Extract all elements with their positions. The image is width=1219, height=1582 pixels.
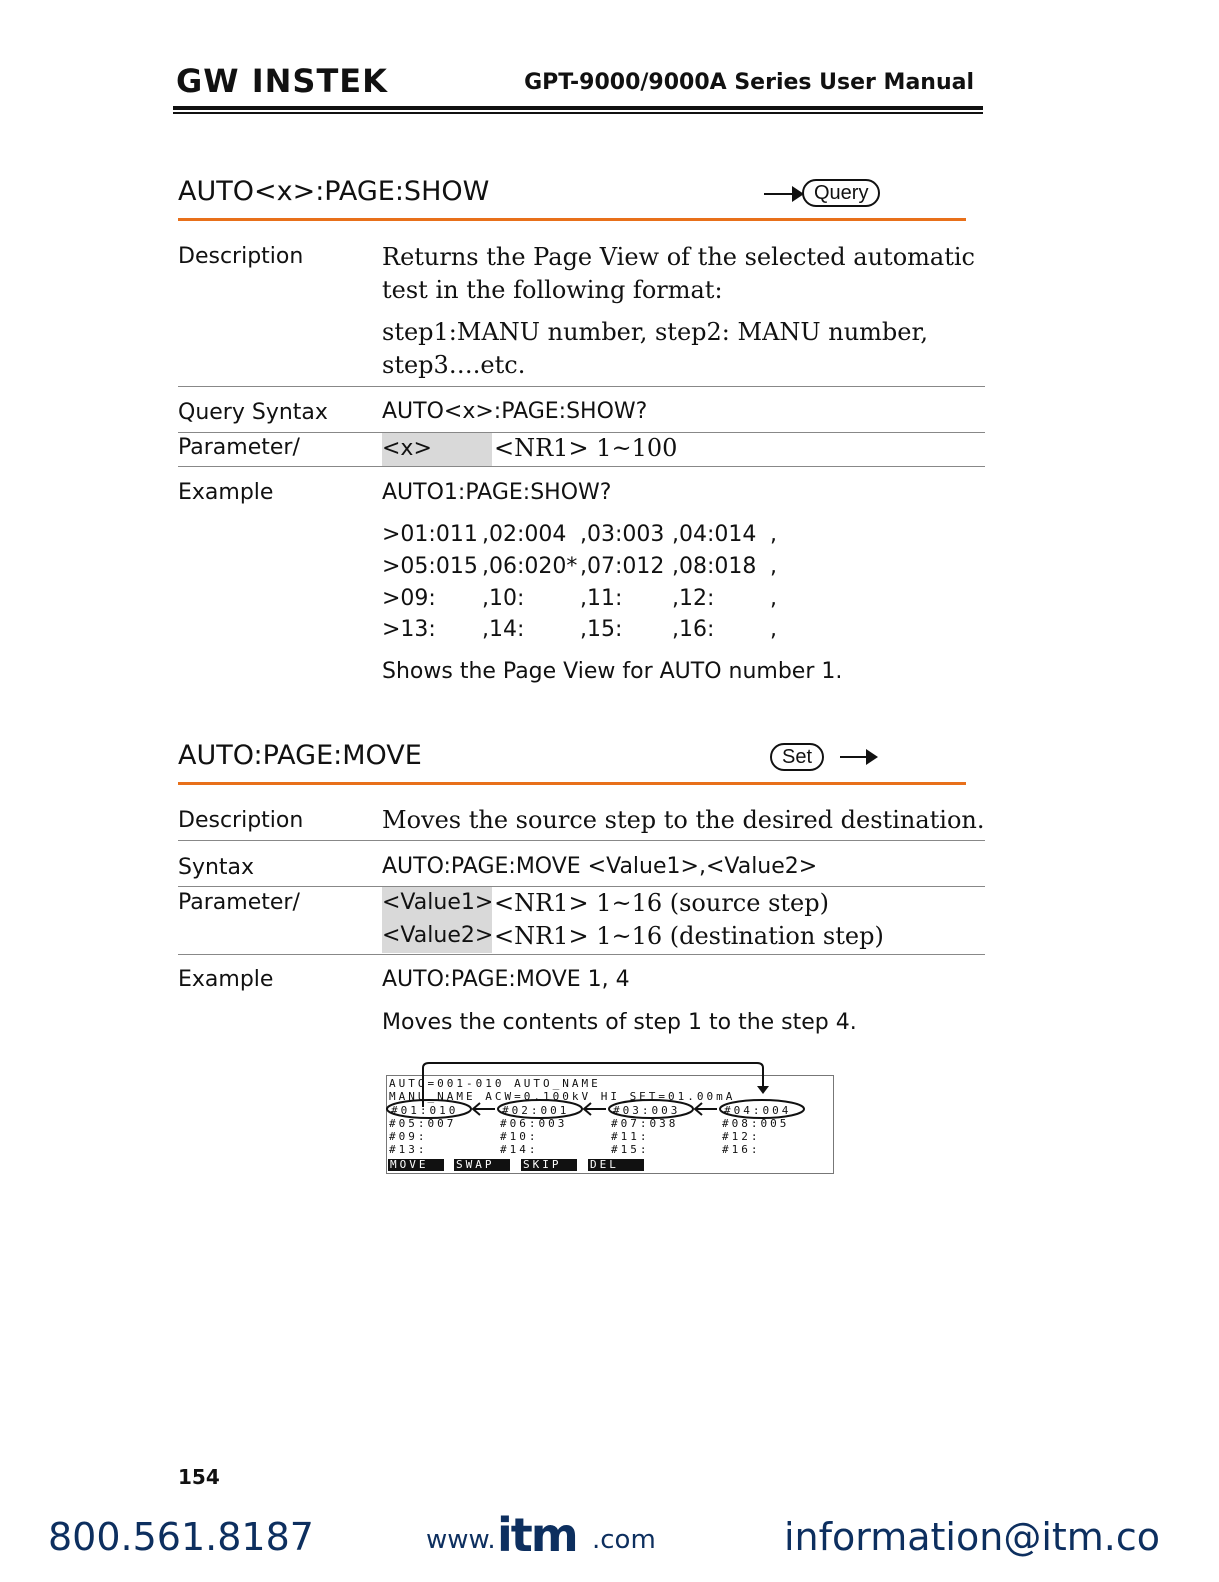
section-title-page-show: AUTO<x>:PAGE:SHOW bbox=[178, 176, 490, 207]
softkey-del: DEL bbox=[588, 1159, 644, 1171]
lcd-step: #11: bbox=[611, 1130, 650, 1143]
lcd-step: #07:038 bbox=[611, 1117, 679, 1130]
divider bbox=[178, 466, 985, 467]
lcd-step: #02:001 bbox=[502, 1104, 570, 1117]
page-number: 154 bbox=[178, 1465, 220, 1489]
lcd-step: #12: bbox=[722, 1130, 761, 1143]
parameter-value: <NR1> 1~16 (destination step) bbox=[494, 922, 884, 950]
example-label: Example bbox=[178, 480, 274, 505]
softkey-move: MOVE bbox=[388, 1159, 444, 1171]
example-note: Moves the contents of step 1 to the step 4. bbox=[382, 1010, 857, 1035]
lcd-step: #16: bbox=[722, 1143, 761, 1156]
description-line: step1:MANU number, step2: MANU number, bbox=[382, 318, 928, 346]
divider bbox=[178, 386, 985, 387]
section-title-page-move: AUTO:PAGE:MOVE bbox=[178, 740, 422, 771]
query-syntax-value: AUTO<x>:PAGE:SHOW? bbox=[382, 399, 648, 424]
example-note: Shows the Page View for AUTO number 1. bbox=[382, 659, 843, 684]
divider bbox=[178, 886, 985, 887]
footer-phone: 800.561.8187 bbox=[48, 1515, 314, 1559]
description-line: Moves the source step to the desired destination. bbox=[382, 806, 985, 834]
example-label: Example bbox=[178, 967, 274, 992]
lcd-step: #06:003 bbox=[500, 1117, 568, 1130]
divider bbox=[178, 954, 985, 955]
lcd-line: MANU_NAME ACW=0.100kV HI_SET=01.00mA bbox=[389, 1090, 736, 1103]
lcd-screen-figure bbox=[386, 1075, 834, 1174]
example-command: AUTO1:PAGE:SHOW? bbox=[382, 480, 612, 505]
description-label: Description bbox=[178, 808, 304, 833]
lcd-step: #01:010 bbox=[391, 1104, 459, 1117]
manual-title: GPT-9000/9000A Series User Manual bbox=[524, 70, 974, 95]
lcd-step: #14: bbox=[500, 1143, 539, 1156]
lcd-step: #10: bbox=[500, 1130, 539, 1143]
lcd-step: #13: bbox=[389, 1143, 428, 1156]
lcd-step: #08:005 bbox=[722, 1117, 790, 1130]
description-line: test in the following format: bbox=[382, 276, 723, 304]
softkey-swap: SWAP bbox=[454, 1159, 510, 1171]
parameter-name: <Value1> bbox=[382, 890, 494, 915]
description-line: step3….etc. bbox=[382, 351, 526, 379]
footer-web-suffix: .com bbox=[592, 1525, 656, 1555]
set-arrow-icon bbox=[866, 749, 878, 765]
parameter-label: Parameter/ bbox=[178, 890, 300, 915]
parameter-value: <NR1> 1~100 bbox=[494, 434, 678, 462]
move-path-arrow bbox=[423, 1063, 763, 1107]
step-circle bbox=[387, 1100, 471, 1118]
parameter-name: <Value2> bbox=[382, 923, 494, 948]
query-syntax-label: Query Syntax bbox=[178, 400, 328, 425]
description-label: Description bbox=[178, 244, 304, 269]
step-circle bbox=[609, 1100, 693, 1118]
footer-web-prefix: www. bbox=[426, 1525, 496, 1555]
parameter-label: Parameter/ bbox=[178, 435, 300, 460]
example-command: AUTO:PAGE:MOVE 1, 4 bbox=[382, 967, 630, 992]
header-rule-thin bbox=[173, 112, 983, 114]
footer-itm-logo: itm bbox=[497, 1508, 577, 1562]
section-rule bbox=[178, 782, 966, 785]
divider bbox=[178, 840, 985, 841]
header-rule bbox=[173, 106, 983, 110]
footer-email: information@itm.co bbox=[784, 1515, 1161, 1559]
lcd-step: #15: bbox=[611, 1143, 650, 1156]
lcd-line: AUTO=001-010 AUTO_NAME bbox=[389, 1077, 601, 1090]
softkey-skip: SKIP bbox=[521, 1159, 577, 1171]
parameter-name: <x> bbox=[382, 436, 432, 461]
brand-logo: GW INSTEK bbox=[176, 62, 388, 100]
divider bbox=[178, 432, 985, 433]
description-line: Returns the Page View of the selected automatic bbox=[382, 243, 975, 271]
lcd-step: #05:007 bbox=[389, 1117, 457, 1130]
lcd-step: #09: bbox=[389, 1130, 428, 1143]
lcd-step: #04:004 bbox=[724, 1104, 792, 1117]
query-badge: Query bbox=[802, 179, 880, 207]
syntax-value: AUTO:PAGE:MOVE <Value1>,<Value2> bbox=[382, 854, 818, 879]
lcd-step: #03:003 bbox=[613, 1104, 681, 1117]
step-circle bbox=[720, 1100, 804, 1118]
set-badge: Set bbox=[770, 743, 824, 771]
syntax-label: Syntax bbox=[178, 855, 255, 880]
move-annotation-overlay bbox=[385, 1062, 835, 1122]
step-circle bbox=[498, 1100, 582, 1118]
parameter-value: <NR1> 1~16 (source step) bbox=[494, 889, 829, 917]
move-arrowhead-icon bbox=[757, 1086, 769, 1094]
section-rule bbox=[178, 218, 966, 221]
